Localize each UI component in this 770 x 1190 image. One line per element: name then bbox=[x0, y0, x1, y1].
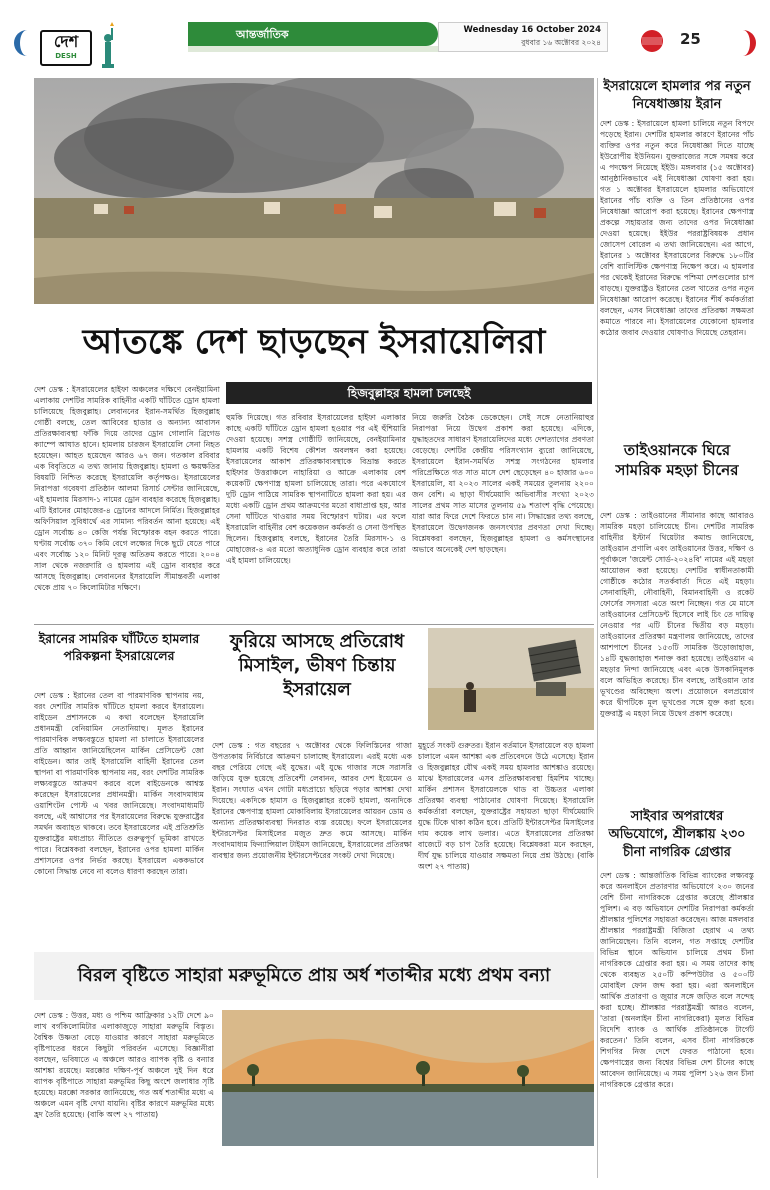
feature-col-1: দেশ ডেস্ক : গত বছরের ৭ অক্টোবর থেকে ফিলিস্তিনের গাজা উপত্যকায় নির্বিচারে আক্রমণ চালাচ্ছে ইসরায়েল। এরই মধ্যে এক বছর পেরিয়ে গেছে এই যুদ্ধের। এই যুদ্ধে গাজার সঙ্গে সরাসরি জড়িয়ে যুক্ত হয়েছে প্রতিবেশী লেবানন, আরব দেশ ইয়েমেন ও ইরান। সংঘাত এখন গোটা মধ্যপ্রাচ্যে ছড়িয়ে পড়ার আশঙ্কা দেখা দিয়েছে। একদিকে হামাস ও হিজবুল্লাহর রকেট হামলা, অন্যদিকে ইরানের ক্ষেপণাস্ত্র হামলা মোকাবিলায় ইসরায়েলের আয়রন ডোম ও অন্যান্য প্রতিরক্ষাব্যবস্থা দিনরাত ব্যস্ত রয়েছে। ফলে ইসরায়েলের ইন্টারসেপ্টর মিসাইলের মজুত দ্রুত কমে আসছে। মার্কিন সংবাদমাধ্যম ফিন্যান্সিয়াল টাইমস জানিয়েছে, ইসরায়েলের প্রতিরক্ষা ব্যবস্থার জন্য প্রয়োজনীয় ইন্টারসেপ্টরের সংকট দেখা দিয়েছে। bbox=[212, 741, 412, 860]
page-number: 25 bbox=[680, 30, 701, 48]
side4-body: দেশ ডেস্ক : ইরানের তেল বা পারমাণবিক স্থাপনায় নয়, বরং দেশটির সামরিক ঘাঁটিতে হামলা করবে ইসরায়েল। বাইডেন প্রশাসনকে এ কথা বলেছেন ইসরায়েলি প্রধানমন্ত্রী বেনিয়ামিন নেতানিয়াহু। মূলত ইরানের পারমাণবিক লক্ষ্যবস্তুতে হামলা না চালাতে ইসরায়েলের প্রতি আহ্বান জানিয়েছিলেন মার্কিন প্রেসিডেন্ট জো বাইডেন। আর তাই ইসরায়েলি বাহিনী ইরানের তেল স্থাপনা বা পারমাণবিক স্থাপনায় নয়, বরং দেশটির সামরিক লক্ষ্যবস্তুতে আক্রমণ করবে বলে বাইডেনকে আশ্বস্ত করেছেন ইসরায়েলের প্রধানমন্ত্রী। মার্কিন সংবাদমাধ্যম ওয়াশিংটন পোস্ট এ খবর জানিয়েছে। সংবাদমাধ্যমটি বলছে, এই আশ্বাসের পর ইসরায়েলের বিরুদ্ধে যুক্তরাষ্ট্রের সমর্থন অব্যাহত থাকবে। তবে ইসরায়েলের এই প্রতিশ্রুতি যুক্তরাষ্ট্রের মধ্যপ্রাচ্য নীতিতে গুরুত্বপূর্ণ ভূমিকা রাখতে পারে। বিশ্লেষকরা বলছেন, ইরানের ওপর হামলা মার্কিন প্রশাসনের ওপর নির্ভর করছে। ইসরায়েল এককভাবে কোনো সিদ্ধান্ত নেবে না বলেও ধারণা করছেন তারা। bbox=[34, 691, 204, 876]
feature-title: ফুরিয়ে আসছে প্রতিরোধ মিসাইল, ভীষণ চিন্তায় ইসরায়েল bbox=[229, 631, 405, 700]
divider bbox=[34, 624, 594, 625]
side4-title: ইরানের সামরিক ঘাঁটিতে হামলার পরিকল্পনা ইসরায়েলের bbox=[38, 631, 200, 663]
feature-photo bbox=[428, 628, 594, 730]
lead-col-3: নিয়ে জরুরি বৈঠক ডেকেছেন। সেই সঙ্গে নেতানিয়াহুর নিরাপত্তা নিয়ে উদ্বেগ প্রকাশ করা হয়েছে। এদিকে, যুদ্ধাহতদের সাধারণ ইসরায়েলিদের মধ্যে দেশত্যাগের প্রবণতা বেড়েছে। দেশটির কেন্দ্রীয় পরিসংখ্যান ব্যুরো জানিয়েছে, ইসরায়েলে ইরান-সমর্থিত সশস্ত্র সংগঠনের হামলার পরিপ্রেক্ষিতে গত সাত মাসে দেশ ছেড়েছেন ৪০ হাজার ৬০০ ইসরায়েলি, যা ২০২৩ সালের একই সময়ের তুলনায় ২২০০ জন বেশি। এ ছাড়া দীর্ঘমেয়াদি অভিবাসীর সংখ্যা ২০২৩ সালের প্রথম সাত মাসের তুলনায় ৫৯ শতাংশ বৃদ্ধি পেয়েছে। যারা আর ফিরে দেশে ফিরতে চান না। সিদ্ধান্তের তথ্য বলছে, ইসরায়েলে উদ্বেগজনক জনসংখ্যার প্রবণতা দেখা দিচ্ছে। বিশ্লেষকরা বলছেন, হিজবুল্লাহর হামলা ও কর্মসংস্থানের অভাবে অনেকেই দেশ ছাড়ছেন। bbox=[412, 413, 594, 554]
flag-icon bbox=[640, 28, 664, 54]
right-column-rule bbox=[597, 78, 598, 1178]
side3-title: সাইবার অপরাধের অভিযোগে, শ্রীলঙ্কায় ২৩০ চীনা নাগরিক গ্রেপ্তার bbox=[608, 809, 746, 860]
side1-title: ইসরায়েলে হামলার পর নতুন নিষেধাজ্ঞায় ইরান bbox=[603, 79, 751, 112]
masthead bbox=[0, 0, 770, 72]
lead-col-1: দেশ ডেস্ক : ইসরায়েলের হাইফা অঞ্চলের দক্ষিণে বেনইয়ামিনা এলাকায় দেশটির সামরিক বাহিনীর একটি ঘাঁটিতে ড্রোন হামলা চালিয়েছে হিজবুল্লাহ। লেবাননের ইরান-সমর্থিত হিজবুল্লাহ গোষ্ঠী বলছে, তেল আবিবের হাডার ও অন্যান্য আবাসন প্রতিরক্ষাব্যবস্থা ফাঁকি দিয়ে তাদের ড্রোন গোলানি ব্রিগেড ক্যাম্পে আঘাত হানে। হামলায় চারজন ইসরায়েলি সেনা নিহত হয়েছেন। আহত হয়েছেন আরও ৬৭ জন। গতকাল রবিবার এক বিবৃতিতে এ তথ্য জানায় হিজবুল্লাহ। হামলা ও ক্ষয়ক্ষতির বিষয়টি নিশ্চিত করেছে ইসরায়েলি কর্তৃপক্ষও। ইসরায়েলের নিরাপত্তা গবেষণা প্রতিষ্ঠান আলমা রিসার্চ সেন্টার জানিয়েছে, এই হামলায় মিরসাদ-১ নামের ড্রোন ব্যবহার করেছে হিজবুল্লাহ। এটি ইরানের মোহাজের-৪ ড্রোনের আদলে নির্মিত। হিজবুল্লাহর অফিসিয়াল সুবিধার্থে এর সামান্য পরিবর্তন আনা হয়েছে। এই ড্রোন সর্বোচ্চ ৪০ কেজি পর্যন্ত বিস্ফোরক বহন করতে পারে। ঘণ্টায় সর্বোচ্চ ৩৭০ কিমি বেগে লক্ষ্যের দিকে ছুটে যেতে পারে এবং সর্বোচ্চ ১২০ মিনিট দূরত্ব অতিক্রম করতে পারে। ২০০৪ সাল থেকে নজরদারি ও হামলায় এই ড্রোন ব্যবহার করে আসছে হিজবুল্লাহ। লেবাননের ইসরায়েলি সীমান্তবর্তী এলাকা থেকে প্রায় ৭০ কিলোমিটার দক্ষিণে। bbox=[34, 385, 220, 592]
section-bar bbox=[188, 22, 438, 46]
lead-col-2: হুমকি দিয়েছে। গত রবিবার ইসরায়েলের হাইফা এলাকার কাছে একটি ঘাঁটিতে ড্রোন হামলা হওয়ার পর এই হুঁশিয়ারি দেওয়া হয়েছে। সশস্ত্র গোষ্ঠীটি জানিয়েছে, বেনইয়ামিনার হামলায় একটি বিশেষ কৌশল অবলম্বন করা হয়েছে। ইসরায়েলের আকাশ প্রতিরক্ষাব্যবস্থাকে বিভ্রান্ত করতে হাইফার উত্তরাঞ্চলে নাহারিয়া ও আক্রে এলাকায় বেশ কয়েকটি ক্ষেপণাস্ত্র হামলা চালিয়েছে তারা। পরে একযোগে দুটি ড্রোন পাঠিয়ে সামরিক স্থাপনাটিতে হামলা করা হয়। এর মধ্যে একটি ড্রোন প্রথম আক্রমণের মতো বাধাপ্রাপ্ত হয়, আর সেনা ঘাঁটিতে খাওয়ার সময় বিস্ফোরণ ঘটায়। এর ফলে ইসরায়েলি বাহিনীর বেশ কয়েকজন কর্মকর্তা ও সেনা উপস্থিত ছিলেন। হিজবুল্লাহ বলছে, ইরানের তৈরি মিরসাদ-১ ও মোহাজের-৪ এর মতো অত্যাধুনিক ড্রোন ব্যবহার করে তারা এই হামলা চালিয়েছে। bbox=[226, 413, 406, 565]
section-label: আন্তর্জাতিক bbox=[236, 28, 289, 41]
lead-headline: আতঙ্কে দেশ ছাড়ছেন ইসরায়েলিরা bbox=[82, 322, 546, 362]
date-box: Wednesday 16 October 2024 বুধবার ১৬ অক্টোবর ২০২৪ bbox=[438, 22, 608, 52]
side3-body: দেশ ডেস্ক : আন্তর্জাতিক বিভিন্ন ব্যাংকের লক্ষ্যবস্তু করে অনলাইনে প্রতারণার অভিযোগে ২৩০ জনের বেশি চীনা নাগরিককে গ্রেপ্তার করেছে শ্রীলঙ্কার পুলিশ। এ বড় অভিযানে দেশটির নিরাপত্তা কর্মকর্তা শ্রীলঙ্কার পুলিশের সহায়তা করেছেন। আজ মঙ্গলবার শ্রীলঙ্কার পররাষ্ট্রমন্ত্রী বিজিতা হেরাথ এ তথ্য জানিয়েছেন। তিনি বলেন, গত সপ্তাহে দেশটির বিভিন্ন স্থানে অভিযান চালিয়ে প্রথম চীনা নাগরিককে গ্রেপ্তার করা হয়। এ সময় তাদের কাছ থেকে ব্যবহৃত ২৫০টি কম্পিউটার ও ৫০০টি মোবাইল ফোন জব্দ করা হয়। এরা অনলাইনে আর্থিক প্রতারণা ও জুয়ার সঙ্গে জড়িত বলে সন্দেহ করা হচ্ছে। শ্রীলঙ্কার পররাষ্ট্রমন্ত্রী আরও বলেন, 'তারা (অনলাইন চীনা নাগরিকেরা) মূলত বিভিন্ন বিদেশি ব্যাংক ও আর্থিক প্রতিষ্ঠানকে টার্গেট করতেন।' তিনি বলেন, এসব চীনা নাগরিককে শিগগির নিজ দেশে ফেরত পাঠানো হবে। ক্ষেপণাস্ত্রের জন্য বিশ্বের বিভিন্ন দেশ চীনের কাছে আবেদন জানিয়েছে। এ সময় পুলিশ ১২৬ জন চীনা নাগরিককে গ্রেপ্তার করে। bbox=[600, 871, 754, 1089]
bottom-body: দেশ ডেস্ক : উত্তর, মধ্য ও পশ্চিম আফ্রিকার ১২টি দেশে ৯০ লাখ বর্গকিলোমিটার এলাকাজুড়ে সাহারা মরুভূমি বিস্তৃত। বৈশ্বিক উষ্ণতা বেড়ে যাওয়ার কারণে সাহারা মরুভূমিতে বৃষ্টিপাতের ধরনে কিছুটা পরিবর্তন এসেছে। বিজ্ঞানীরা বলছেন, ভবিষ্যতে এ অঞ্চলে আরও ব্যাপক বৃষ্টি ও বন্যার আশঙ্কা রয়েছে। মরক্কোর দক্ষিণ-পূর্ব অঞ্চলে দুই দিন ধরে ব্যাপক বৃষ্টিপাতে সাহারা মরুভূমির কিছু অংশে জলাধার সৃষ্টি হয়েছে। মরক্কো সরকার জানিয়েছে, গত অর্ধ শতাব্দীর মধ্যে এ অঞ্চলে এমন বৃষ্টি দেখা যায়নি। বৃষ্টির কারণে মরুভূমির মধ্যে হ্রদ তৈরি হয়েছে। (বাকি অংশ ২৭ পাতায়) bbox=[34, 1011, 214, 1119]
red-swoosh bbox=[736, 30, 756, 56]
lead-photo bbox=[34, 78, 594, 304]
feature-col-2: মুহূর্তে সংকট গুরুতর। ইরান বর্তমানে ইসরায়েলে বড় হামলা চালালে এমন আশঙ্কা এক প্রতিবেদনে উঠে এসেছে। ইরান ও হিজবুল্লাহর যৌথ একই সময় হামলার আশঙ্কাও রয়েছে। মাঝে ইসরায়েলের এসব প্রতিরক্ষাব্যবস্থা হিমশিম খাচ্ছে। মার্কিন প্রশাসন ইসরায়েলকে থাড বা উচ্চতর এলাকা প্রতিরক্ষা ব্যবস্থা পাঠানোর ঘোষণা দিয়েছে। ইসরায়েলি কর্মকর্তারা বলছেন, যুক্তরাষ্ট্রের সহায়তা ছাড়া দীর্ঘমেয়াদি যুদ্ধে টিকে থাকা কঠিন হবে। প্রতিটি ইন্টারসেপ্টর মিসাইলের দাম কয়েক লাখ ডলার। এতে ইসরায়েলের প্রতিরক্ষা বাজেটে বড় চাপ তৈরি হয়েছে। বিশ্লেষকরা মনে করছেন, দীর্ঘ যুদ্ধ চালিয়ে যাওয়ার সক্ষমতা নিয়ে প্রশ্ন উঠছে। (বাকি অংশ ২৭ পাতায়) bbox=[418, 741, 594, 871]
logo: দেশ DESH bbox=[40, 30, 92, 66]
blue-swoosh bbox=[14, 30, 32, 56]
bottom-photo bbox=[222, 1010, 594, 1146]
side2-title: তাইওয়ানকে ঘিরে সামরিক মহড়া চীনের bbox=[615, 441, 739, 479]
lead-subhead: হিজবুল্লাহর হামলা চলছেই bbox=[347, 386, 471, 400]
statue-of-liberty-icon bbox=[96, 22, 118, 70]
side2-body: দেশ ডেস্ক : তাইওয়ানের সীমানার কাছে আবারও সামরিক মহড়া চালিয়েছে চীন। দেশটির সামরিক বাহিনীর ইস্টার্ন থিয়েটার কমান্ড জানিয়েছে, তাইওয়ান প্রণালি এবং তাইওয়ানের উত্তর, দক্ষিণ ও পূর্বাঞ্চলে 'জয়েন্ট সোর্ড-২০২৪বি' নামের এই মহড়া আয়োজন করা হয়েছে। দেশটির স্বাধীনতাকামী গোষ্ঠীকে কঠোর সতর্কবার্তা দিতে এই মহড়া। সেনাবাহিনী, নৌবাহিনী, বিমানবাহিনী ও রকেট ফোর্সের সদস্যরা এতে অংশ নিচ্ছেন। গত মে মাসে তাইওয়ানের প্রেসিডেন্ট হিসেবে লাই চিং তে দায়িত্ব নেওয়ার পর এটি চীনের দ্বিতীয় বড় মহড়া। তাইওয়ানের প্রতিরক্ষা মন্ত্রণালয় জানিয়েছে, তাদের আশপাশে চীনের ১৫৩টি সামরিক উড়োজাহাজ, ১৪টি যুদ্ধজাহাজ শনাক্ত করা হয়েছে। তাইওয়ান এ মহড়ার নিন্দা জানিয়েছে এবং একে উসকানিমূলক বলে অভিহিত করেছে। চীন বলছে, তাইওয়ান তার ভূখণ্ডের অবিচ্ছেদ্য অংশ। প্রয়োজনে বলপ্রয়োগ করে দ্বীপটিকে মূল ভূখণ্ডের সঙ্গে যুক্ত করা হবে। যুক্তরাষ্ট্র এ মহড়া নিয়ে উদ্বেগ প্রকাশ করেছে। bbox=[600, 511, 754, 718]
side1-body: দেশ ডেস্ক : ইসরায়েলে হামলা চালিয়ে নতুন বিপদে পড়েছে ইরান। দেশটির হামলার কারণে ইরানের পাঁচ ব্যক্তির ওপর নতুন করে নিষেধাজ্ঞা দিতে যাচ্ছে ইউরোপীয় ইউনিয়ন। যুক্তরাজ্যের সঙ্গে সমন্বয় করে এ পদক্ষেপ নিয়েছে ইইউ। মঙ্গলবার (১৫ অক্টোবর) আনুষ্ঠানিকভাবে এই নিষেধাজ্ঞা ঘোষণা করা হয়। গত ১ অক্টোবর ইসরায়েলে হামলার অভিযোগে ইরানের পাঁচ ব্যক্তি ও তিন প্রতিষ্ঠানের ওপর নিষেধাজ্ঞা আরোপ করা হয়েছে। ইরানের ক্ষেপণাস্ত্র প্রকল্পে সহায়তার জন্য তাদের ওপর নিষেধাজ্ঞা দেওয়া হয়েছে। ইইউর পররাষ্ট্রবিষয়ক প্রধান জোসেপ বোরেল এ তথ্য জানিয়েছেন। এর আগে, ইরানের ১ অক্টোবর ইসরায়েলের বিরুদ্ধে ১৮০টির বেশি ব্যালিস্টিক ক্ষেপণাস্ত্র নিক্ষেপ করে। এ হামলার পর থেকেই ইরানের বিরুদ্ধে পশ্চিমা দেশগুলোর চাপ বাড়ছে। যুক্তরাষ্ট্রও ইরানের তেল খাতের ওপর নতুন নিষেধাজ্ঞা আরোপ করেছে। ইরানের শীর্ষ কর্মকর্তারা বলছেন, এসব নিষেধাজ্ঞা তাদের প্রতিরক্ষা সক্ষমতা কমাতে পারবে না। ইসরায়েলের যেকোনো হামলার কঠোর জবাব দেওয়ার ঘোষণাও দিয়েছে তেহরান। bbox=[600, 119, 754, 337]
bottom-headline: বিরল বৃষ্টিতে সাহারা মরুভূমিতে প্রায় অর্ধ শতাব্দীর মধ্যে প্রথম বন্যা bbox=[77, 965, 551, 986]
